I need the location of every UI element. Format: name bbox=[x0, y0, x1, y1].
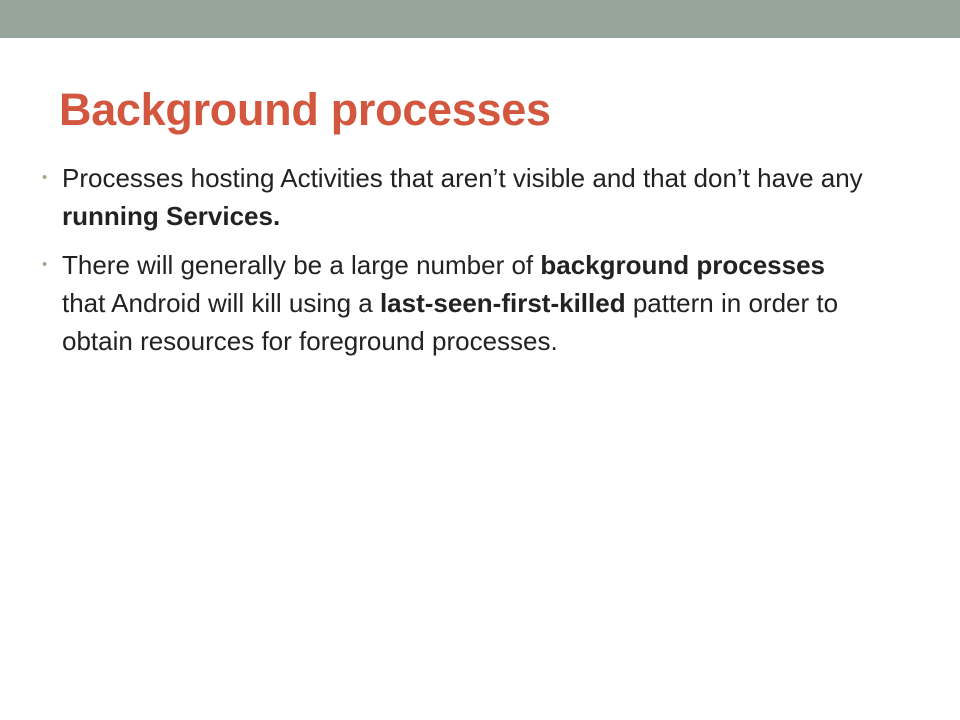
bullet-text-bold: last-seen-first-killed bbox=[379, 288, 626, 318]
top-accent-bar bbox=[0, 0, 960, 38]
bullet-text-bold: running Services. bbox=[62, 201, 281, 231]
slide-title: Background processes bbox=[59, 84, 551, 135]
bullet-text-segment: that Android will kill using a bbox=[62, 288, 380, 318]
bullet-text-bold: background processes bbox=[540, 250, 826, 280]
bullet-text-segment: There will generally be a large number of bbox=[62, 250, 541, 280]
bullet-text-segment: Processes hosting Activities that aren’t visible and that don’t have any bbox=[62, 163, 863, 193]
bullet-item bbox=[41, 159, 871, 235]
bullet-dot-icon: • bbox=[42, 256, 48, 273]
bullet-item bbox=[41, 246, 871, 360]
bullet-text-segment: pattern in order to obtain resources for foreground processes. bbox=[62, 288, 839, 356]
bullet-list bbox=[41, 159, 871, 371]
bullet-dot-icon: • bbox=[42, 169, 48, 186]
